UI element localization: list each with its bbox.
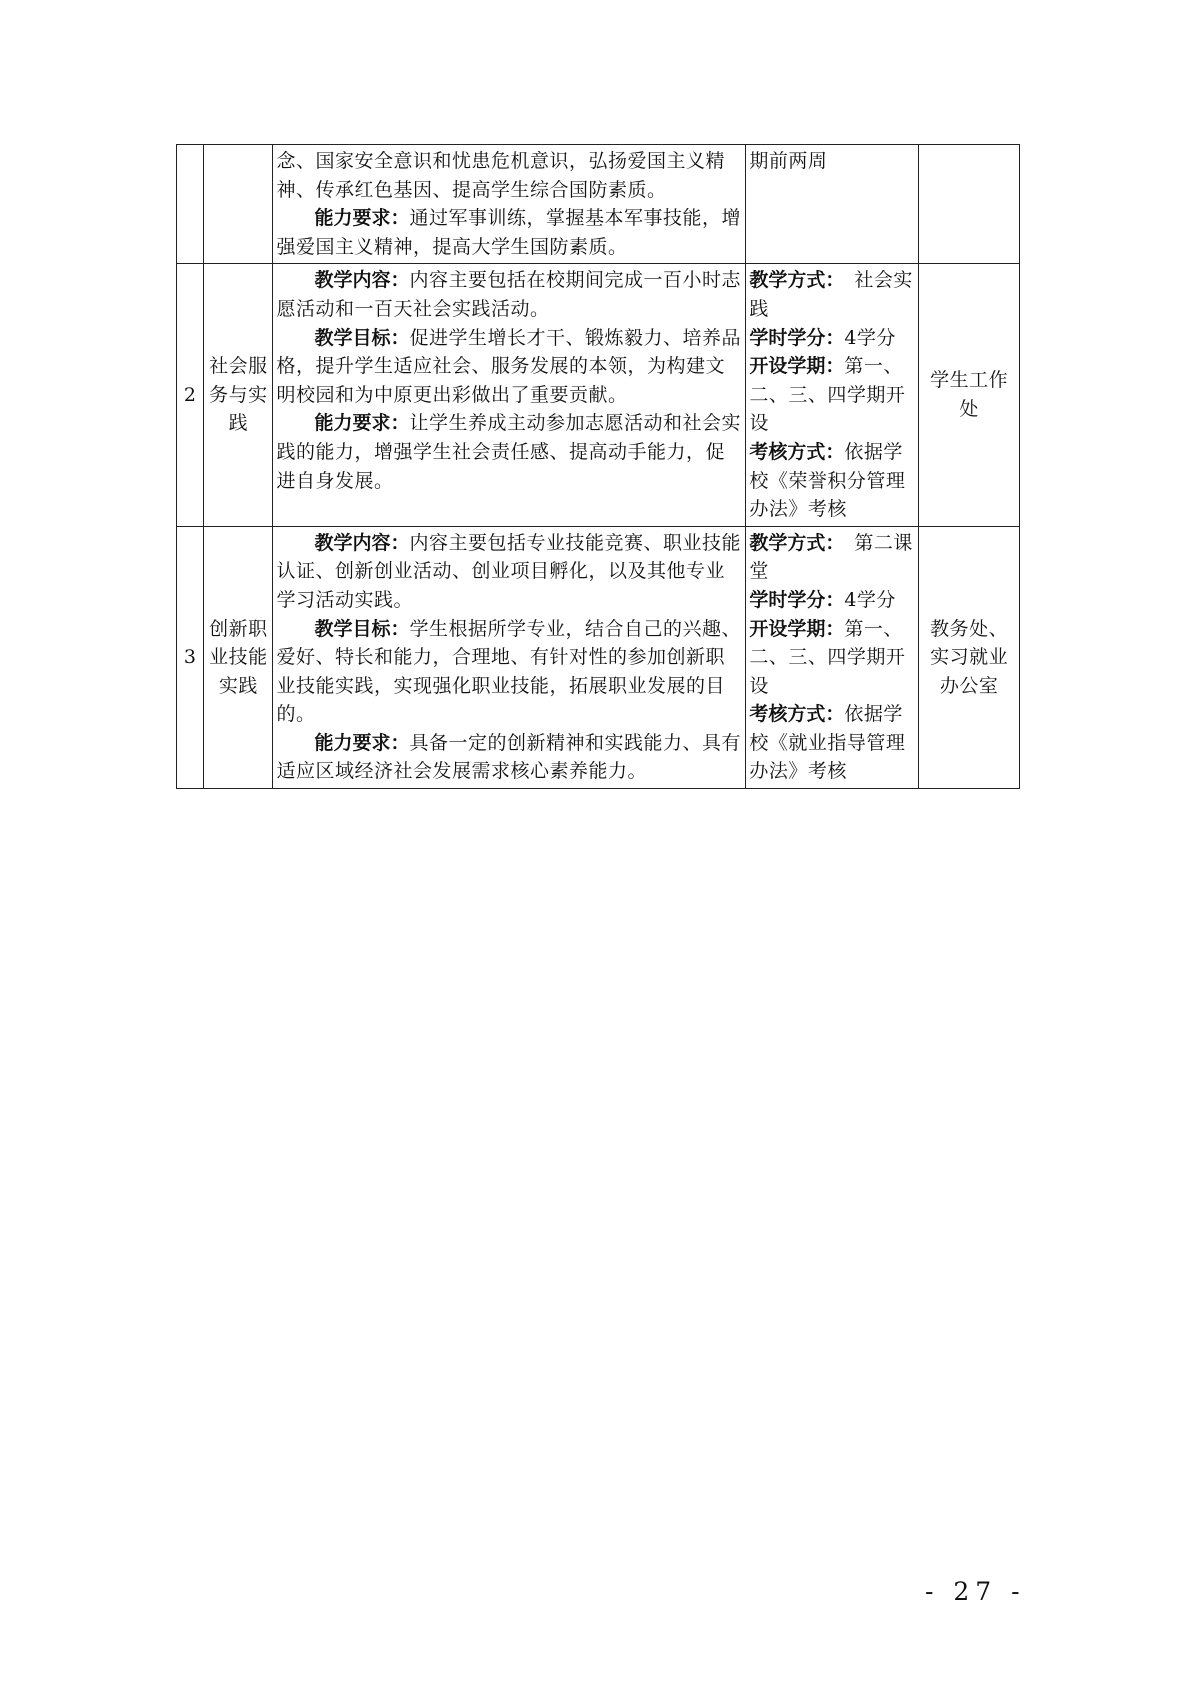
method-label: 教学方式：	[749, 531, 835, 554]
method-text: 依据学校《荣誉积分管理办法》考核	[749, 440, 906, 521]
content-label: 能力要求：	[314, 731, 410, 754]
method-label: 开设学期：	[749, 617, 845, 640]
content-label: 能力要求：	[314, 207, 410, 230]
content-paragraph	[276, 409, 742, 495]
method-text: 第一、二、三、四学期开设	[749, 355, 906, 435]
row-number: 2	[177, 264, 204, 526]
content-paragraph	[276, 529, 742, 615]
method-item	[749, 147, 915, 176]
content-paragraph	[276, 324, 742, 410]
method-text: 社会实践	[749, 269, 913, 320]
course-table	[176, 144, 1020, 789]
method-item	[749, 700, 915, 786]
content-label: 能力要求：	[314, 412, 410, 435]
course-content-cell	[273, 264, 746, 526]
content-text: 念、国家安全意识和忧患危机意识，弘扬爱国主义精神、传承红色基因、提高学生综合国防素质。	[276, 150, 725, 201]
content-paragraph	[276, 204, 742, 261]
course-table-body	[177, 145, 1020, 789]
content-label: 教学内容：	[314, 531, 410, 554]
table-row	[177, 526, 1020, 788]
method-item	[749, 352, 915, 438]
responsible-dept	[919, 145, 1020, 264]
course-name: 社会服务与实践	[204, 264, 273, 526]
teaching-method-cell	[746, 145, 919, 264]
teaching-method-cell	[746, 526, 919, 788]
method-label: 教学方式：	[749, 269, 835, 292]
content-text: 促进学生增长才干、锻炼毅力、培养品格，提升学生适应社会、服务发展的本领，为构建文明校园和为中原更出彩做出了重要贡献。	[276, 326, 741, 406]
content-text: 内容主要包括专业技能竞赛、职业技能认证、创新创业活动、创业项目孵化，以及其他专业学习活动实践。	[276, 531, 741, 611]
method-text: 4学分	[844, 326, 896, 349]
method-text: 第二课堂	[749, 531, 913, 583]
method-label: 学时学分：	[749, 326, 845, 349]
content-paragraph	[276, 147, 742, 204]
method-item	[749, 586, 915, 615]
method-item	[749, 615, 915, 701]
responsible-dept: 教务处、实习就业办公室	[919, 526, 1020, 788]
method-item	[749, 324, 915, 353]
content-text: 让学生养成主动参加志愿活动和社会实践的能力，增强学生社会责任感、提高动手能力，促进自身发展。	[276, 412, 741, 492]
course-name	[204, 145, 273, 264]
method-text: 期前两周	[749, 150, 828, 172]
responsible-dept: 学生工作处	[919, 264, 1020, 526]
teaching-method-cell	[746, 264, 919, 526]
content-text: 具备一定的创新精神和实践能力、具有适应区域经济社会发展需求核心素养能力。	[276, 731, 741, 783]
method-label: 学时学分：	[749, 588, 845, 611]
content-paragraph	[276, 729, 742, 786]
content-text: 内容主要包括在校期间完成一百小时志愿活动和一百天社会实践活动。	[276, 269, 741, 320]
method-label: 开设学期：	[749, 355, 845, 378]
content-label: 教学内容：	[314, 269, 410, 292]
page-number: - 27 -	[925, 1577, 1026, 1606]
course-name: 创新职业技能实践	[204, 526, 273, 788]
content-paragraph	[276, 266, 742, 323]
row-number	[177, 145, 204, 264]
content-label: 教学目标：	[314, 326, 410, 349]
table-row	[177, 145, 1020, 264]
method-text: 第一、二、三、四学期开设	[749, 617, 906, 697]
method-text: 4学分	[844, 588, 896, 611]
row-number: 3	[177, 526, 204, 788]
content-text: 学生根据所学专业，结合自己的兴趣、爱好、特长和能力，合理地、有针对性的参加创新职业技能实践，实现强化职业技能，拓展职业发展的目的。	[276, 617, 741, 726]
content-text: 通过军事训练，掌握基本军事技能，增强爱国主义精神，提高大学生国防素质。	[276, 207, 741, 258]
method-label: 考核方式：	[749, 440, 845, 463]
method-item	[749, 529, 915, 586]
content-label: 教学目标：	[314, 617, 410, 640]
method-item	[749, 266, 915, 323]
method-text: 依据学校《就业指导管理办法》考核	[749, 703, 906, 783]
method-label: 考核方式：	[749, 703, 845, 726]
table-row	[177, 264, 1020, 526]
course-content-cell	[273, 145, 746, 264]
course-content-cell	[273, 526, 746, 788]
method-item	[749, 438, 915, 524]
content-paragraph	[276, 615, 742, 729]
